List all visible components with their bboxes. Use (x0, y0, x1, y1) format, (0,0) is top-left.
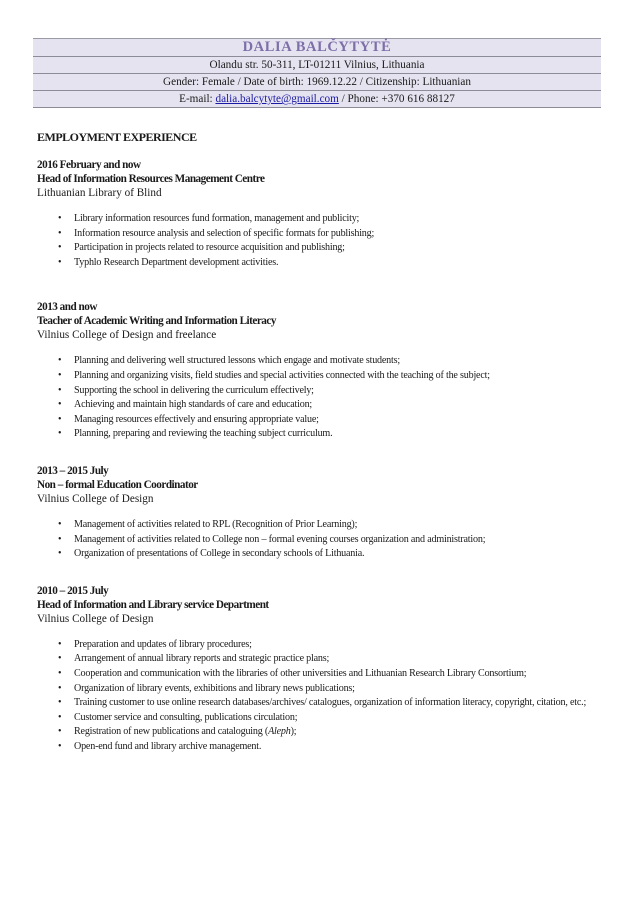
phone-text: / Phone: +370 616 88127 (338, 93, 455, 105)
candidate-name: DALIA BALČYTYTĖ (33, 39, 601, 56)
list-item: • Management of activities related to RPL (Recognition of Prior Learning); (37, 518, 605, 533)
header-bottom-rule (33, 107, 601, 108)
list-item: • Supporting the school in delivering the curriculum effectively; (37, 384, 605, 399)
job-organization: Vilnius College of Design (37, 612, 154, 625)
job-title: Head of Information Resources Management Centre (37, 173, 265, 185)
list-item: • Organization of library events, exhibitions and library news publications; (37, 682, 605, 697)
list-item: • Preparation and updates of library procedures; (37, 638, 605, 653)
list-item: • Managing resources effectively and ensuring appropriate value; (37, 413, 605, 428)
list-item: • Management of activities related to College non – formal evening courses organization and administration; (37, 533, 605, 548)
job-date: 2010 – 2015 July (37, 584, 109, 597)
job-organization: Lithuanian Library of Blind (37, 187, 162, 199)
job-title: Non – formal Education Coordinator (37, 478, 198, 491)
list-item: • Planning and delivering well structured lessons which engage and motivate students; (37, 354, 605, 369)
cataloguing-tail: ); (290, 726, 297, 738)
job-entry (37, 300, 605, 442)
list-item: • Planning and organizing visits, field studies and special activities connected with the teaching of the subject; (37, 369, 605, 384)
list-item: • Participation in projects related to resource acquisition and publishing; (37, 241, 605, 256)
list-item (37, 725, 605, 740)
duties-list (37, 212, 605, 270)
job-organization: Vilnius College of Design and freelance (37, 329, 217, 342)
cataloguing-text: Registration of new publications and cataloguing ( (74, 726, 269, 738)
email-link[interactable]: dalia.balcytyte@gmail.com (215, 93, 339, 105)
cv-header (33, 38, 601, 108)
list-item: • Arrangement of annual library reports and strategic practice plans; (37, 652, 605, 667)
list-item: • Organization of presentations of College in secondary schools of Lithuania. (37, 547, 605, 562)
email-label: E-mail: (179, 93, 216, 105)
job-entry (37, 464, 605, 562)
duties-list (37, 354, 605, 442)
job-date: 2013 and now (37, 301, 97, 314)
cv-body (37, 130, 605, 776)
aleph-system-name: Aleph (268, 726, 291, 738)
list-item: • Open-end fund and library archive management. (37, 740, 605, 755)
duties-list (37, 638, 605, 755)
job-date: 2016 February and now (37, 159, 141, 171)
duties-list (37, 518, 605, 562)
list-item: • Customer service and consulting, publications circulation; (37, 711, 605, 726)
list-item: • Library information resources fund formation, management and publicity; (37, 212, 605, 227)
job-entry (37, 584, 605, 755)
job-date: 2013 – 2015 July (37, 464, 109, 477)
list-item: • Achieving and maintain high standards of care and education; (37, 398, 605, 413)
job-title: Head of Information and Library service Department (37, 598, 269, 611)
job-title: Teacher of Academic Writing and Information Literacy (37, 315, 276, 328)
job-entry (37, 158, 605, 270)
list-item: • Cooperation and communication with the libraries of other universities and Lithuanian Research Library Consortium; (37, 667, 605, 682)
list-item: • Typhlo Research Department development activities. (37, 256, 605, 271)
personal-info-line: Gender: Female / Date of birth: 1969.12.22 / Citizenship: Lithuanian (33, 73, 601, 90)
contact-line (33, 90, 601, 107)
address-line: Olandu str. 50-311, LT-01211 Vilnius, Lithuania (33, 56, 601, 73)
job-organization: Vilnius College of Design (37, 492, 154, 505)
list-item: • Information resource analysis and selection of specific formats for publishing; (37, 227, 605, 242)
section-title: EMPLOYMENT EXPERIENCE (37, 130, 197, 144)
list-item: • Planning, preparing and reviewing the teaching subject curriculum. (37, 427, 605, 442)
list-item: • Training customer to use online research databases/archives/ catalogues, organization of information literacy, copyright, citation, etc.; (37, 696, 605, 711)
